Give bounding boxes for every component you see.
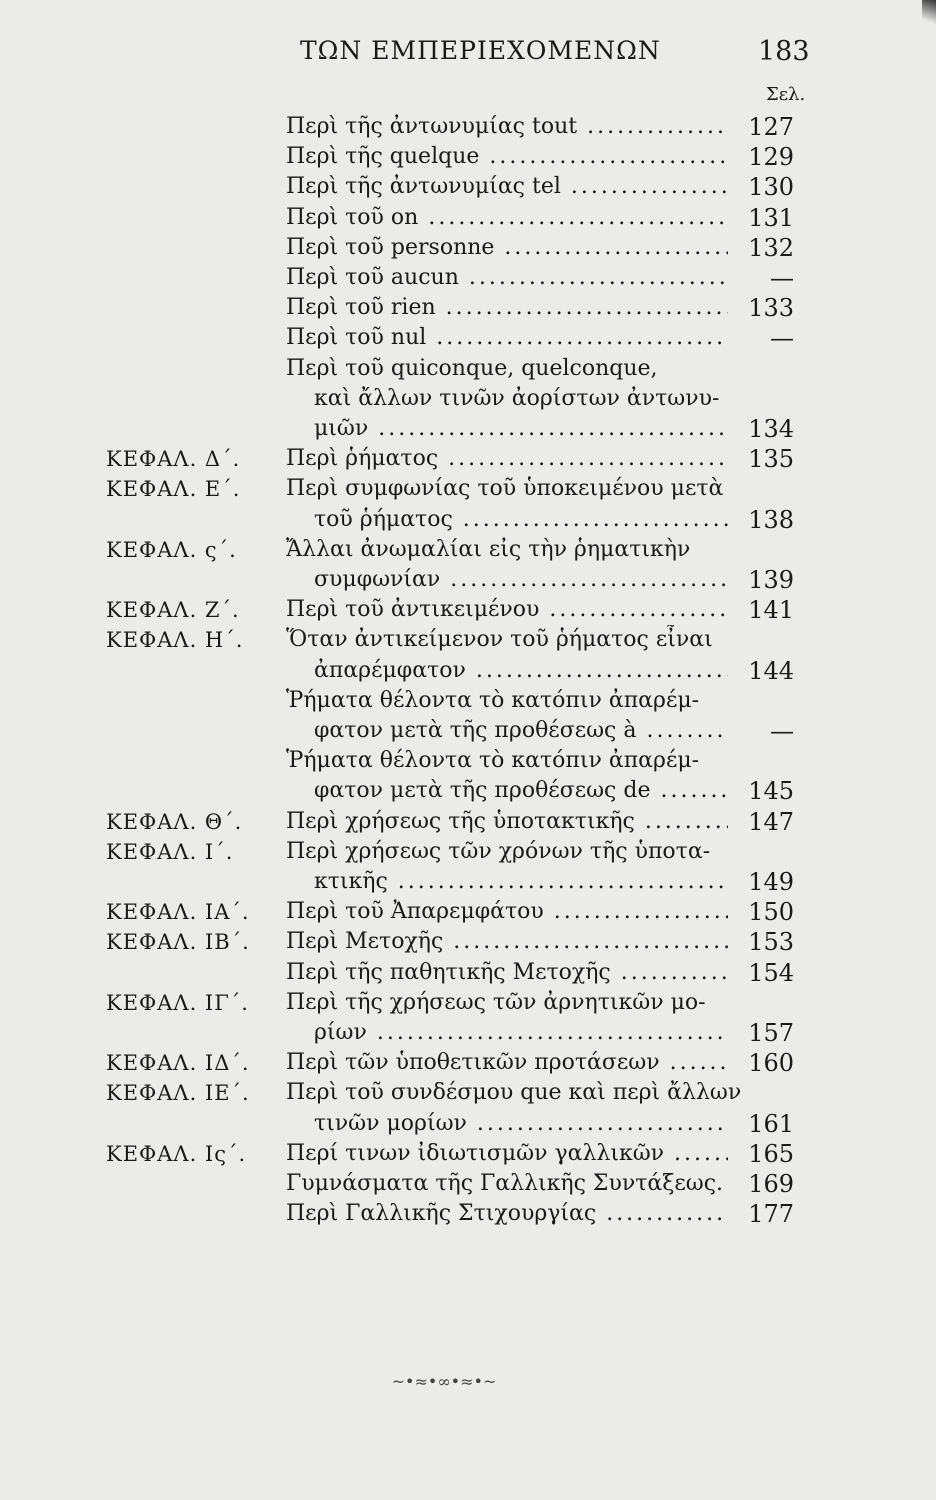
toc-row xyxy=(0,625,936,655)
entry-page-number: 153 xyxy=(748,928,794,956)
toc-row xyxy=(0,142,936,172)
toc-row xyxy=(0,444,936,474)
entry-page-number: — xyxy=(770,717,794,745)
entry-title: Περὶ τοῦ Ἀπαρεμφάτου ..... xyxy=(286,897,728,927)
toc-row xyxy=(0,505,936,535)
running-title: ΤΩΝ ΕΜΠΕΡΙΕΧΟΜΕΝΩΝ xyxy=(300,36,661,65)
toc-row xyxy=(0,867,936,897)
toc-row xyxy=(0,595,936,625)
entry-page-number: 165 xyxy=(748,1140,794,1168)
toc-row xyxy=(0,686,936,716)
entry-page-number: 135 xyxy=(748,445,794,473)
toc-row xyxy=(0,988,936,1018)
entry-page-number: 132 xyxy=(748,234,794,262)
entry-page-number: 149 xyxy=(748,868,794,896)
chapter-label: ΚΕΦΑΛ. ΙΕ΄. xyxy=(106,1081,250,1105)
page-column-label: Σελ. xyxy=(766,84,806,105)
toc-row xyxy=(0,1078,936,1108)
entry-title: Περὶ τῆς παθητικῆς Μετοχῆς ..... xyxy=(286,958,728,988)
entry-page-number: 145 xyxy=(748,777,794,805)
toc-row xyxy=(0,233,936,263)
toc-row xyxy=(0,1139,936,1169)
entry-title: Περὶ συμφωνίας τοῦ ὑποκειμένου μετὰ xyxy=(286,476,724,501)
chapter-label: ΚΕΦΑΛ. Ε΄. xyxy=(106,477,241,501)
entry-title: τινῶν μορίων ..... xyxy=(314,1109,728,1139)
entry-title: Περὶ Μετοχῆς ..... xyxy=(286,927,728,957)
entry-title: φατον μετὰ τῆς προθέσεως à ..... xyxy=(314,716,728,746)
entry-title: Περὶ τῆς χρήσεως τῶν ἀρνητικῶν μο- xyxy=(286,990,706,1015)
toc-row xyxy=(0,927,936,957)
entry-page-number: 141 xyxy=(748,596,794,624)
entry-title: Ἄλλαι ἀνωμαλίαι εἰς τὴν ῥηματικὴν xyxy=(286,537,691,562)
entry-title: Ὅταν ἀντικείμενον τοῦ ῥήματος εἶναι xyxy=(286,627,713,652)
entry-title: Περὶ τοῦ ἀντικειμένου ..... xyxy=(286,595,728,625)
entry-page-number: — xyxy=(770,324,794,352)
entry-title: Περὶ τοῦ nul ..... xyxy=(286,323,728,353)
toc-row xyxy=(0,474,936,504)
entry-title: Περὶ ῥήματος ..... xyxy=(286,444,728,474)
entry-title: Περὶ τῆς quelque ..... xyxy=(286,142,728,172)
chapter-label: ΚΕΦΑΛ. Δ΄. xyxy=(106,447,241,471)
entry-page-number: 169 xyxy=(748,1170,794,1198)
entry-page-number: 138 xyxy=(748,506,794,534)
entry-title: ρίων ..... xyxy=(314,1018,728,1048)
entry-page-number: 157 xyxy=(748,1019,794,1047)
entry-title: Γυμνάσματα τῆς Γαλλικῆς Συντάξεως. xyxy=(286,1171,724,1196)
entry-page-number: 160 xyxy=(748,1049,794,1077)
entry-title: φατον μετὰ τῆς προθέσεως de ..... xyxy=(314,776,728,806)
entry-page-number: 161 xyxy=(748,1110,794,1138)
toc-row xyxy=(0,656,936,686)
toc-row xyxy=(0,535,936,565)
chapter-label: ΚΕΦΑΛ. ΙΔ΄. xyxy=(106,1051,250,1075)
entry-title: ἀπαρέμφατον ..... xyxy=(314,656,728,686)
entry-title: Περὶ τοῦ on ..... xyxy=(286,203,728,233)
entry-page-number: — xyxy=(770,264,794,292)
toc-row xyxy=(0,958,936,988)
chapter-label: ΚΕΦΑΛ. ς΄. xyxy=(106,538,237,562)
entry-title: Περὶ τοῦ συνδέσμου que καὶ περὶ ἄλλων xyxy=(286,1080,742,1105)
entry-page-number: 130 xyxy=(748,173,794,201)
toc-row xyxy=(0,263,936,293)
toc-row xyxy=(0,1199,936,1229)
entry-page-number: 133 xyxy=(748,294,794,322)
entry-title: τοῦ ῥήματος ..... xyxy=(314,505,728,535)
entry-page-number: 144 xyxy=(748,657,794,685)
entry-page-number: 127 xyxy=(748,113,794,141)
toc-row xyxy=(0,776,936,806)
toc-row xyxy=(0,203,936,233)
entry-title: συμφωνίαν ..... xyxy=(314,565,728,595)
toc-row xyxy=(0,323,936,353)
page-number: 183 xyxy=(758,36,810,67)
chapter-label: ΚΕΦΑΛ. Ζ΄. xyxy=(106,598,240,622)
entry-page-number: 129 xyxy=(748,143,794,171)
toc-row xyxy=(0,1018,936,1048)
entry-page-number: 147 xyxy=(748,808,794,836)
entry-title: καὶ ἄλλων τινῶν ἀορίστων ἀντωνυ- xyxy=(314,386,720,411)
toc-row xyxy=(0,565,936,595)
entry-title: Περὶ τοῦ aucun ..... xyxy=(286,263,728,293)
entry-page-number: 131 xyxy=(748,204,794,232)
entry-title: Περὶ τῆς ἀντωνυμίας tel ..... xyxy=(286,172,728,202)
toc-row xyxy=(0,414,936,444)
entry-page-number: 150 xyxy=(748,898,794,926)
chapter-label: ΚΕΦΑΛ. Ις΄. xyxy=(106,1142,247,1166)
toc-row xyxy=(0,1169,936,1199)
toc-row xyxy=(0,112,936,142)
entry-title: Περὶ τῆς ἀντωνυμίας tout ..... xyxy=(286,112,728,142)
page-edge-shadow xyxy=(922,0,936,30)
toc-row xyxy=(0,897,936,927)
ornament-divider: ~•≈•∞•≈•~ xyxy=(391,1372,497,1391)
toc-row xyxy=(0,384,936,414)
toc-row xyxy=(0,172,936,202)
entry-title: Περὶ τοῦ rien ..... xyxy=(286,293,728,323)
toc-row xyxy=(0,837,936,867)
entry-title: Ῥήματα θέλοντα τὸ κατόπιν ἀπαρέμ- xyxy=(286,688,700,713)
entry-title: Περὶ τοῦ quiconque, quelconque, xyxy=(286,356,658,381)
entry-title: Ῥήματα θέλοντα τὸ κατόπιν ἀπαρέμ- xyxy=(286,748,700,773)
toc-row xyxy=(0,716,936,746)
entry-title: Περὶ Γαλλικῆς Στιχουργίας ..... xyxy=(286,1199,728,1229)
chapter-label: ΚΕΦΑΛ. Ι΄. xyxy=(106,840,234,864)
entry-title: Περὶ τοῦ personne ..... xyxy=(286,233,728,263)
chapter-label: ΚΕΦΑΛ. Θ΄. xyxy=(106,810,243,834)
entry-page-number: 177 xyxy=(748,1200,794,1228)
toc-row xyxy=(0,746,936,776)
entry-title: κτικῆς ..... xyxy=(314,867,728,897)
chapter-label: ΚΕΦΑΛ. ΙΒ΄. xyxy=(106,930,250,954)
chapter-label: ΚΕΦΑΛ. ΙΑ΄. xyxy=(106,900,250,924)
entry-page-number: 134 xyxy=(748,415,794,443)
entry-title: Περὶ χρήσεως τῆς ὑποτακτικῆς ..... xyxy=(286,807,728,837)
chapter-label: ΚΕΦΑΛ. ΙΓ΄. xyxy=(106,991,249,1015)
chapter-label: ΚΕΦΑΛ. Η΄. xyxy=(106,628,244,652)
entry-title: Περὶ χρήσεως τῶν χρόνων τῆς ὑποτα- xyxy=(286,839,711,864)
entry-title: Περί τινων ἰδιωτισμῶν γαλλικῶν ..... xyxy=(286,1139,728,1169)
entry-page-number: 139 xyxy=(748,566,794,594)
entry-page-number: 154 xyxy=(748,959,794,987)
toc-row xyxy=(0,1048,936,1078)
entry-title: μιῶν ..... xyxy=(314,414,728,444)
toc-row xyxy=(0,354,936,384)
entry-title: Περὶ τῶν ὑποθετικῶν προτάσεων ..... xyxy=(286,1048,728,1078)
toc-row xyxy=(0,807,936,837)
toc-row xyxy=(0,293,936,323)
toc-row xyxy=(0,1109,936,1139)
